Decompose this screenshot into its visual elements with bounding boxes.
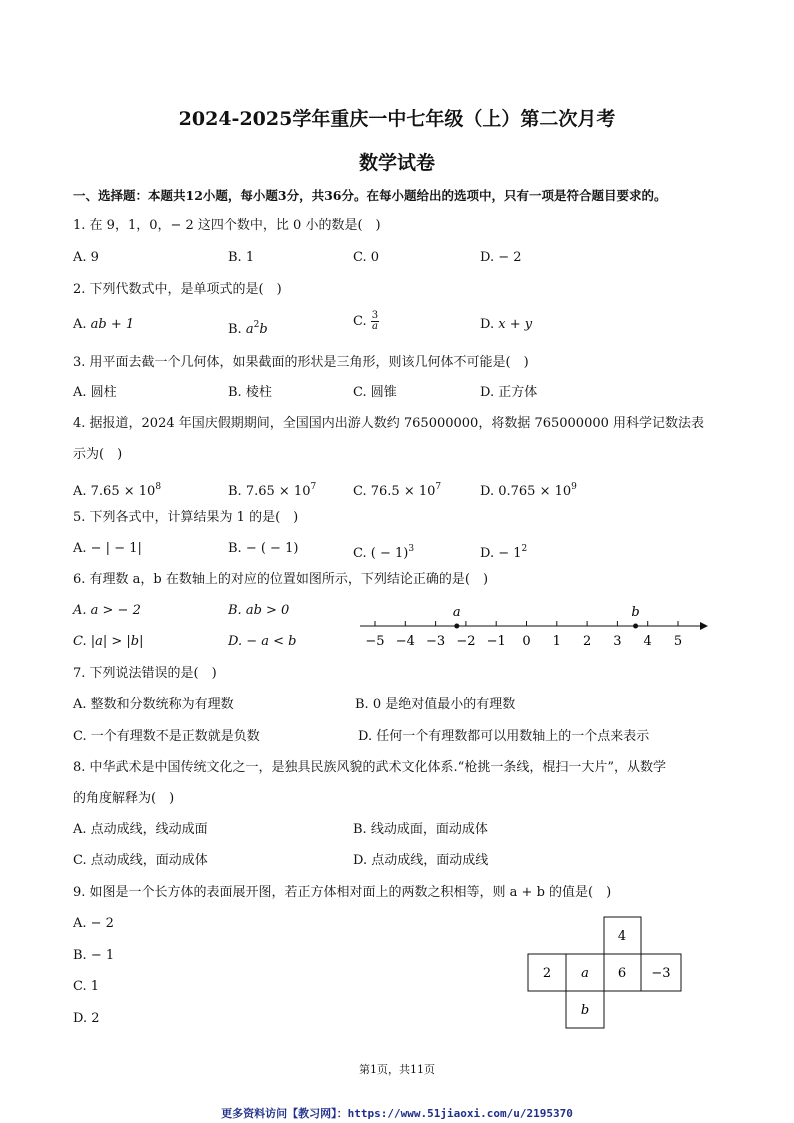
question-6-stem: 6. 有理数 a，b 在数轴上的对应的位置如图所示，下列结论正确的是( ) <box>73 572 489 587</box>
point-b-label: b <box>631 605 640 620</box>
net-value-left: 2 <box>542 966 552 981</box>
number-line-tick-label: −1 <box>486 634 506 649</box>
number-line-tick-label: −5 <box>365 634 385 649</box>
q9-option-a: A. − 2 <box>73 916 114 931</box>
q7-option-c: C. 一个有理数不是正数就是负数 <box>73 729 260 744</box>
net-value-bottom: b <box>580 1003 590 1018</box>
q1-option-d: D. − 2 <box>480 250 522 265</box>
net-value-center: 6 <box>617 966 627 981</box>
q8-option-c: C. 点动成线，面动成体 <box>73 853 208 868</box>
q5-option-d: D. − $1^2$ <box>480 544 528 561</box>
q4-option-c: C. $76.5 \times 10^7$ <box>353 482 442 499</box>
number-line-figure <box>355 598 710 654</box>
q7-option-d: D. 任何一个有理数都可以用数轴上的一个点来表示 <box>358 729 650 744</box>
point-a-dot <box>454 624 459 629</box>
question-9-stem: 9. 如图是一个长方体的表面展开图，若正方体相对面上的两数之积相等，则 a + b 的值是( ) <box>73 885 612 900</box>
q5-option-b: B. − ( − 1) <box>228 541 299 556</box>
cuboid-net-figure <box>526 916 684 1030</box>
q5-option-c: C. ( − 1)$^3$ <box>353 544 415 561</box>
q1-option-c: C. 0 <box>353 250 380 265</box>
number-line-tick-label: 2 <box>582 634 592 649</box>
q2-option-a: A. ab + 1 <box>73 317 135 332</box>
q6-option-a: A. a > − 2 <box>73 603 141 618</box>
number-line-tick-label: 1 <box>552 634 561 649</box>
q8-option-b: B. 线动成面，面动成体 <box>353 822 488 837</box>
q4-option-a: A. $7.65 \times 10^8$ <box>73 482 162 499</box>
q7-option-b: B. 0 是绝对值最小的有理数 <box>355 697 516 712</box>
net-value-top: 4 <box>617 929 627 944</box>
q3-option-a: A. 圆柱 <box>73 385 117 400</box>
point-a-label: a <box>452 605 461 620</box>
exam-title: 2024-2025学年重庆一中七年级（上）第二次月考 <box>178 108 616 130</box>
q7-option-a: A. 整数和分数统称为有理数 <box>73 697 234 712</box>
point-b-dot <box>633 624 638 629</box>
number-line-tick-label: −3 <box>426 634 446 649</box>
question-4-stem-line1: 4. 据报道，2024 年国庆假期期间，全国国内出游人数约 765000000，将数据 765000000 用科学记数法表 <box>73 416 705 431</box>
net-value-center-left: a <box>581 966 589 981</box>
q6-option-d: D. − a < b <box>228 634 297 649</box>
net-value-right: −3 <box>651 966 671 981</box>
q9-option-c: C. 1 <box>73 979 100 994</box>
q6-option-c: C. |a| > |b| <box>73 634 144 649</box>
number-line-tick-label: 5 <box>673 634 683 649</box>
number-line-tick-label: 0 <box>522 634 531 649</box>
page-footer: 第1页，共11页 <box>359 1063 435 1076</box>
resource-link[interactable]: 更多资料访问【教习网】：https://www.51jiaoxi.com/u/2195370 <box>221 1107 573 1120</box>
section-heading: 一、选择题：本题共12小题，每小题3分，共36分。在每小题给出的选项中，只有一项是符合题目要求的。 <box>73 188 667 203</box>
q9-option-d: D. 2 <box>73 1011 100 1026</box>
question-5-stem: 5. 下列各式中，计算结果为 1 的是( ) <box>73 510 299 525</box>
number-line-tick-label: 4 <box>643 634 652 649</box>
q9-option-b: B. − 1 <box>73 948 115 963</box>
q8-option-a: A. 点动成线，线动成面 <box>73 822 208 837</box>
question-8-stem-line2: 的角度解释为( ) <box>73 791 175 806</box>
question-2-stem: 2. 下列代数式中，是单项式的是( ) <box>73 282 282 297</box>
q2-option-d: D. x + y <box>480 317 533 332</box>
q6-option-b: B. ab > 0 <box>228 603 290 618</box>
q8-option-d: D. 点动成线，面动成线 <box>353 853 489 868</box>
question-8-stem-line1: 8. 中华武术是中国传统文化之一，是独具民族风貌的武术文化体系.“枪挑一条线，棍扫一大片”，从数学 <box>73 760 666 775</box>
question-4-stem-line2: 示为( ) <box>73 447 123 462</box>
q5-option-a: A. − | − 1| <box>73 541 142 556</box>
question-1-stem: 1. 在 9，1，0，− 2 这四个数中，比 0 小的数是( ) <box>73 218 381 233</box>
q4-option-d: D. $0.765 \times 10^9$ <box>480 482 577 499</box>
q3-option-d: D. 正方体 <box>480 385 538 400</box>
number-line-tick-label: −4 <box>395 634 415 649</box>
q1-option-b: B. 1 <box>228 250 255 265</box>
number-line-tick-label: −2 <box>456 634 476 649</box>
question-3-stem: 3. 用平面去截一个几何体，如果截面的形状是三角形，则该几何体不可能是( ) <box>73 355 529 370</box>
number-line-tick-label: 3 <box>613 634 622 649</box>
q2-option-c: C. $\frac{3}{a}$ <box>353 310 379 332</box>
exam-subtitle: 数学试卷 <box>358 152 435 174</box>
q3-option-b: B. 棱柱 <box>228 385 272 400</box>
question-7-stem: 7. 下列说法错误的是( ) <box>73 666 217 681</box>
q2-option-b: B. $a^2b$ <box>228 320 268 337</box>
number-line-arrow <box>700 622 708 630</box>
q3-option-c: C. 圆锥 <box>353 385 397 400</box>
q4-option-b: B. $7.65 \times 10^7$ <box>228 482 317 499</box>
q1-option-a: A. 9 <box>73 250 99 265</box>
